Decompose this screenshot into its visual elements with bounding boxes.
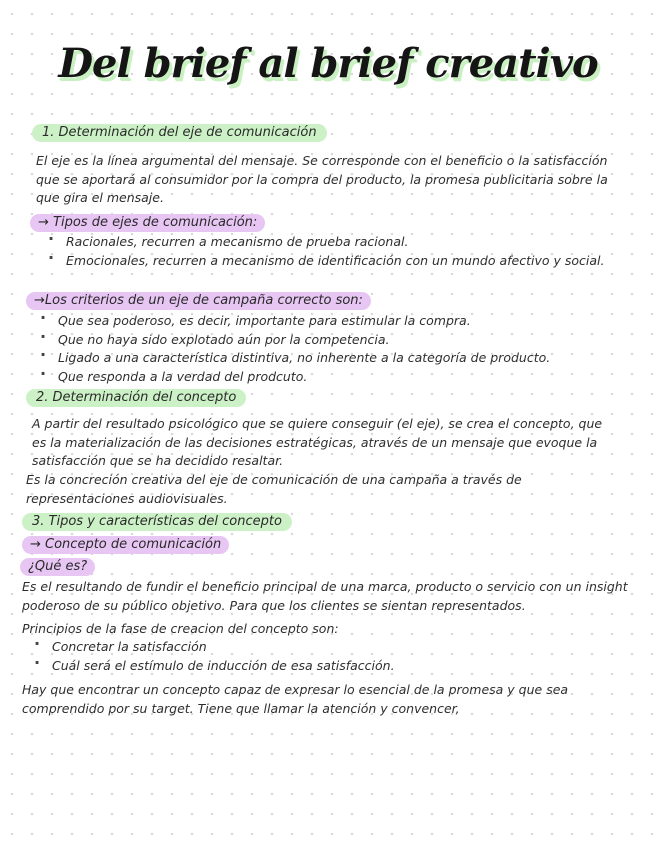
closing-paragraph: Hay que encontrar un concepto capaz de expresar lo esencial de la promesa y que sea comprendido por su target. Tiene que llamar la atención y convencer, <box>22 682 569 716</box>
list-item: · Que no haya sido explotado aún por la competencia. <box>38 331 618 350</box>
criterios-label: →Los criterios de un eje de campaña correcto son: <box>26 292 371 310</box>
principios-list <box>32 638 612 675</box>
eje-definition-paragraph: El eje es la línea argumental del mensaje. Se corresponde con el beneficio o la satisfacción que se aportará al consumidor por la compra del producto, la promesa publicitaria sobre la que gira el mensaje. <box>36 153 608 205</box>
list-item: · Racionales, recurren a mecanismo de prueba racional. <box>46 233 606 252</box>
list-item: · Ligado a una característica distintiva, no inherente a la categoría de producto. <box>38 349 618 368</box>
section-heading-3: 3. Tipos y características del concepto <box>22 513 292 531</box>
list-item: · Concretar la satisfacción <box>32 638 612 657</box>
list-item: · Emocionales, recurren a mecanismo de identificación con un mundo afectivo y social. <box>46 252 606 271</box>
tipos-ejes-list <box>46 233 606 270</box>
que-es-paragraph: Es el resultando de fundir el beneficio principal de una marca, producto o servicio con un insight poderoso de su público objetivo. Para que los clientes se sientan representados. <box>22 579 628 613</box>
list-item: · Cuál será el estímulo de inducción de esa satisfacción. <box>32 657 612 676</box>
list-item: · Que responda a la verdad del prodcuto. <box>38 368 618 387</box>
que-es-label: ¿Qué es? <box>20 558 95 576</box>
concepto-paragraph: A partir del resultado psicológico que se quiere conseguir (el eje), se crea el concepto, que es la materialización de las decisiones estratégicas, através de un mensaje que evoque la satisfacción que se ha decidido resaltar. <box>32 416 603 468</box>
concepto-comunicacion-label: → Concepto de comunicación <box>22 536 229 554</box>
list-item: · Que sea poderoso, es decir, importante para estimular la compra. <box>38 312 618 331</box>
section-heading-2: 2. Determinación del concepto <box>26 389 246 407</box>
page-title: Del brief al brief creativo <box>58 40 598 87</box>
criterios-list <box>38 312 618 386</box>
principios-label: Principios de la fase de creacion del concepto son: <box>22 621 339 636</box>
section-heading-1: 1. Determinación del eje de comunicación <box>32 124 327 142</box>
concrecion-paragraph: Es la concreción creativa del eje de comunicación de una campaña a través de representaciones audiovisuales. <box>26 472 522 506</box>
tipos-ejes-label: → Tipos de ejes de comunicación: <box>30 214 265 232</box>
